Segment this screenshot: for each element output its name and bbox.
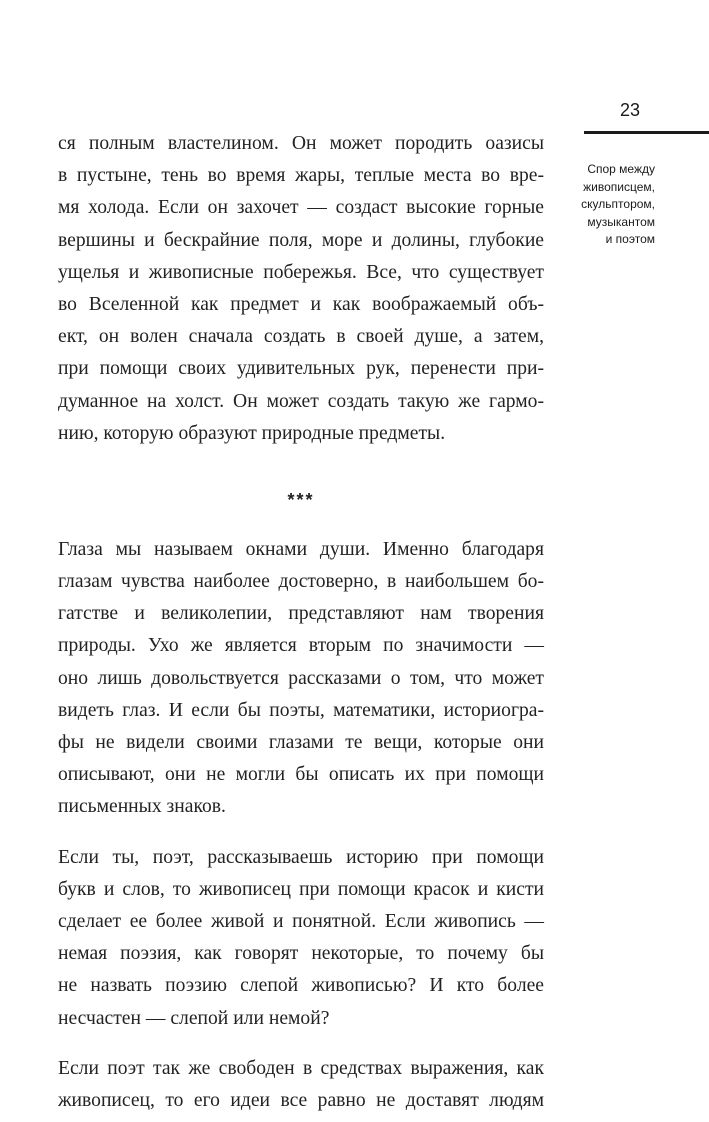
page-number: 23 [619,100,641,120]
text-line: ущелья и живописные побережья. Все, что существует [58,261,544,283]
section-break: *** [287,489,315,510]
text-line: букв и слов, то живописец при помощи красок и кисти [58,878,544,900]
margin-note [555,161,655,249]
text-line: думанное на холст. Он может создать такую же гармо- [58,390,544,412]
text-line: во Вселенной как предмет и как воображаемый объ- [58,293,544,315]
header-rule [584,131,709,134]
text-line: видеть глаз. И если бы поэты, математики, историогра- [58,699,544,721]
text-line: в пустыне, тень во время жары, теплые места во вре- [58,165,544,187]
paragraph-4 [58,1053,544,1117]
text-line: Глаза мы называем окнами души. Именно благодаря [58,538,544,560]
paragraph-1 [58,128,544,450]
text-line: оно лишь довольствуется рассказами о том, что может [58,667,544,689]
text-line: несчастен — слепой или немой? [58,1007,330,1029]
paragraph-2 [58,534,544,824]
text-line: вершины и бескрайние поля, море и долины, глубокие [58,229,544,251]
text-line: живописец, то его идеи все равно не доставят людям [58,1089,544,1111]
text-line: ся полным властелином. Он может породить оазисы [58,133,544,154]
text-line: фы не видели своими глазами те вещи, которые они [58,732,544,753]
text-line: не назвать поэзию слепой живописью? И кто более [58,975,544,997]
text-line: мя холода. Если он захочет — создаст высокие горные [58,197,544,219]
text-line: при помощи своих удивительных рук, перенести при- [58,358,544,380]
text-line: Если ты, поэт, рассказываешь историю при помощи [58,846,544,868]
text-line: Если поэт так же свободен в средствах выражения, как [58,1057,544,1079]
margin-note-line: музыкантом [587,214,655,229]
body-text [58,128,544,1117]
text-line: глазам чувства наиболее достоверно, в наибольшем бо- [58,571,544,593]
text-line: письменных знаков. [58,796,226,818]
text-line: описывают, они не могли бы описать их при помощи [58,764,544,786]
margin-note-line: скульптором, [581,197,655,211]
margin-note-line: Спор между [587,162,655,176]
text-line: гатстве и великолепии, представляют нам творения [58,603,544,625]
margin-note-line: и поэтом [605,232,655,246]
text-line: природы. Ухо же является вторым по значимости — [58,635,544,657]
text-line: нию, которую образуют природные предметы. [58,422,446,444]
margin-note-line: живописцем, [583,179,655,194]
paragraph-3 [58,842,544,1035]
text-line: ект, он волен сначала создать в своей душе, а затем, [58,326,544,348]
text-line: сделает ее более живой и понятной. Если живопись — [58,910,544,932]
text-line: немая поэзия, как говорят некоторые, то почему бы [58,943,544,965]
